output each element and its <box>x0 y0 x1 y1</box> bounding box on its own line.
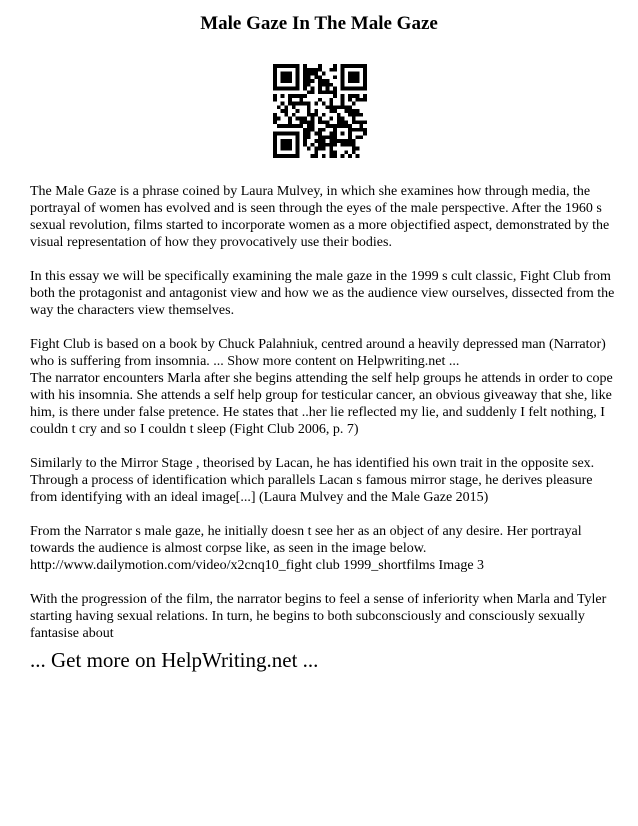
paragraph-video-link[interactable]: http://www.dailymotion.com/video/x2cnq10_fight club 1999_shortfilms Image 3 <box>30 558 485 573</box>
paragraph-mirror-stage: Similarly to the Mirror Stage , theorised by Lacan, he has identified his own trait in the opposite sex. Through a process of identification which parallels Lacan s famous mirror stage, he derives pleasure from identifying with an ideal image[...] (Laura Mulvey and the Male Gaze 2015) <box>30 456 595 505</box>
article-body <box>30 183 616 659</box>
paragraph-inferiority: With the progression of the film, the narrator begins to feel a sense of inferiority when Marla and Tyler starting having sexual relations. In turn, he begins to both subconsciously and consciously sexually fantasise about <box>30 592 607 641</box>
page-title: Male Gaze In The Male Gaze <box>200 13 438 34</box>
qr-code-icon[interactable] <box>273 64 367 158</box>
get-more-link[interactable]: ... Get more on HelpWriting.net ... <box>30 648 319 672</box>
paragraph-intro: The Male Gaze is a phrase coined by Laura Mulvey, in which she examines how through media, the portrayal of women has evolved and is seen through the eyes of the male perspective. After the 1960 s sexual revolution, films started to incorporate women as a more objectified aspect, demonstrated by the visual representation of how they provocatively use their bodies. <box>30 184 610 250</box>
paragraph-fight-club: Fight Club is based on a book by Chuck Palahniuk, centred around a heavily depressed man (Narrator) who is suffering from insomnia. ... Show more content on Helpwriting.net ... <box>30 337 606 369</box>
paragraph-marla: The narrator encounters Marla after she begins attending the self help groups he attends in order to cope with his insomnia. She attends a self help group for testicular cancer, an obvious giveaway that she, like him, is there under false pretence. He states that ..her lie reflected my lie, and suddenly I felt nothing, I couldn t cry and so I couldn t sleep (Fight Club 2006, p. 7) <box>30 371 613 437</box>
paragraph-essay-scope: In this essay we will be specifically examining the male gaze in the 1999 s cult classic, Fight Club from both the protagonist and antagonist view and how we as the audience view ourselves, dissected from the way the characters view themselves. <box>30 269 615 318</box>
paragraph-narrator-gaze: From the Narrator s male gaze, he initially doesn t see her as an object of any desire. Her portrayal towards the audience is almost corpse like, as seen in the image below. <box>30 524 582 556</box>
